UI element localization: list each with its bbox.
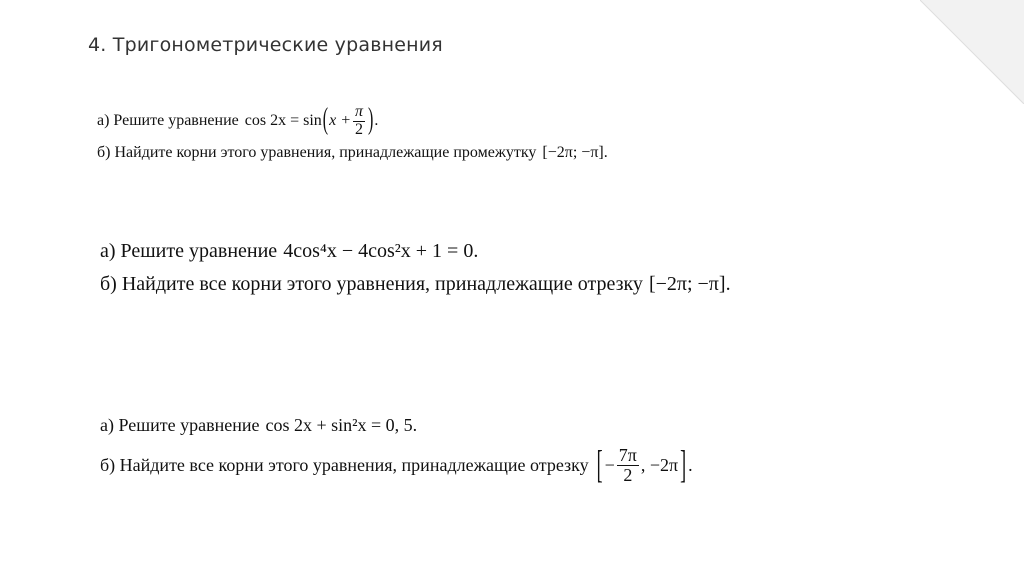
slide-title: 4. Тригонометрические уравнения [88,34,443,56]
problem2-part-b [100,273,731,296]
problem1-a-fraction: $\frac{\pi}{2}$ [355,103,364,138]
problem1-a-equation: cos 2x = sin [244,112,322,130]
problem3-b-end: . [688,454,693,475]
problem3-part-b [100,442,693,487]
problem2-b-interval: [−2π; −π]. [648,273,731,295]
problem1-a-argument: x + [329,112,352,130]
problem1-b-label: б) Найдите корни этого уравнения, принадлежащие промежутку [97,144,537,161]
problem3-b-label: б) Найдите все корни этого уравнения, принадлежащие отрезку [100,454,589,475]
problem3-b-fraction: $\frac{7\pi}{2}$ [618,445,637,485]
problem1-b-interval: [−2π; −π]. [542,144,608,161]
problem2-part-a [100,240,478,263]
corner-page-fold [920,0,1024,104]
problem3-b-sign: − [604,454,615,475]
problem3-a-equation: cos 2x + sin²x = 0, 5. [265,415,418,435]
problem2-a-label: а) Решите уравнение [100,240,278,262]
paren-close: ) [368,104,374,137]
problem3-part-a [100,415,417,436]
problem2-a-equation: 4cos⁴x − 4cos²x + 1 = 0. [283,240,479,262]
problem1-part-b [97,144,608,162]
problem3-b-rest: , −2π [640,454,679,475]
problem2-b-label: б) Найдите все корни этого уравнения, принадлежащие отрезку [100,273,643,295]
problem3-a-label: а) Решите уравнение [100,415,260,435]
problem1-a-label: а) Решите уравнение [97,112,239,130]
problem1-part-a [97,104,378,139]
problem1-a-end: . [374,112,379,130]
paren-open: ( [322,104,329,137]
bracket-open: [ [596,442,603,487]
bracket-close: ] [680,442,687,487]
